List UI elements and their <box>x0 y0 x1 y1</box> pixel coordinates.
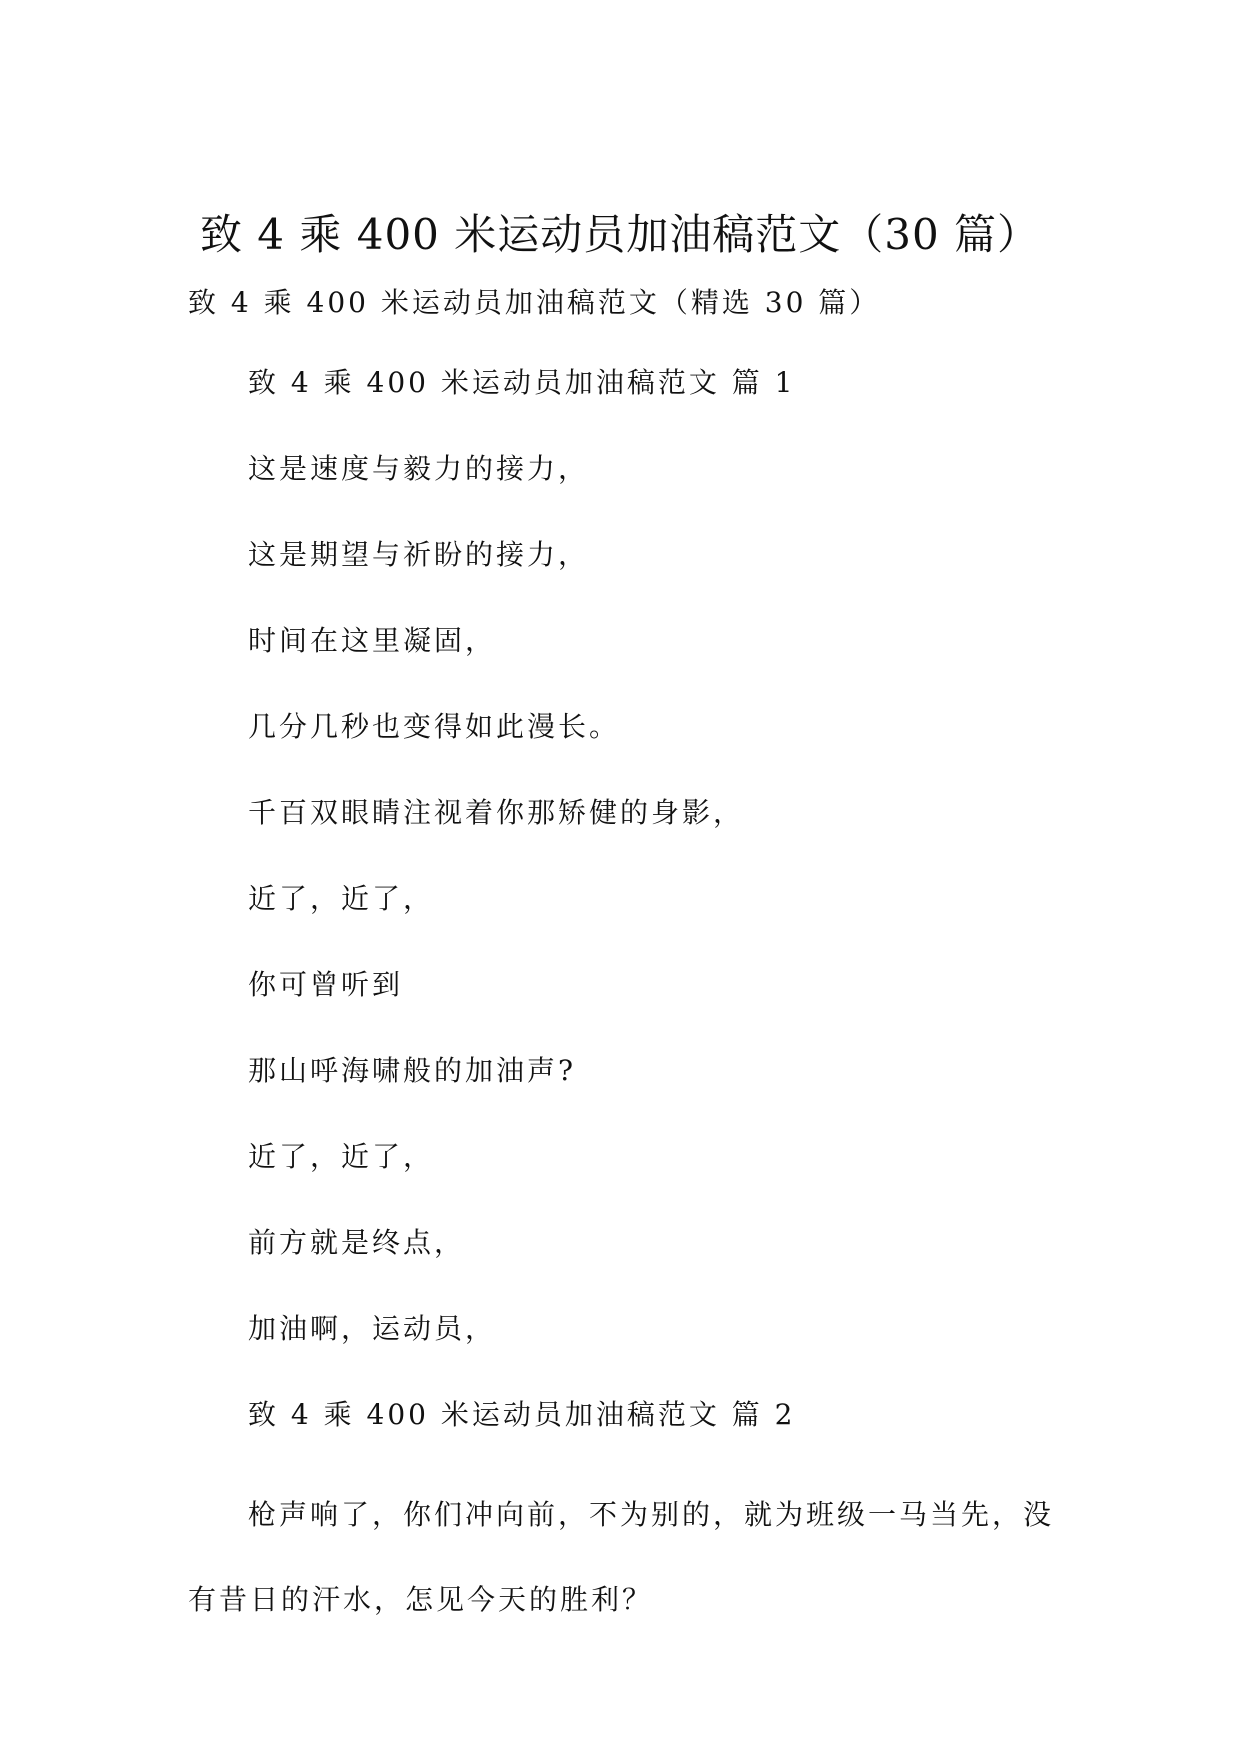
section-heading-1: 致 4 乘 400 米运动员加油稿范文 篇 1 <box>248 366 796 399</box>
section-heading-2: 致 4 乘 400 米运动员加油稿范文 篇 2 <box>248 1398 796 1431</box>
text-line: 时间在这里凝固， <box>248 624 497 657</box>
text-line: 几分几秒也变得如此漫长。 <box>248 710 621 743</box>
document-title: 致 4 乘 400 米运动员加油稿范文（30 篇） <box>199 210 1041 259</box>
document-subtitle: 致 4 乘 400 米运动员加油稿范文（精选 30 篇） <box>188 286 881 319</box>
body-paragraph: 枪声响了，你们冲向前，不为别的，就为班级一马当先，没有昔日的汗水，怎见今天的胜利？ <box>188 1498 1055 1616</box>
text-line: 这是期望与祈盼的接力， <box>248 538 590 571</box>
text-line: 近了，近了， <box>248 1140 435 1173</box>
text-line: 近了，近了， <box>248 882 435 915</box>
text-line: 那山呼海啸般的加油声? <box>248 1054 577 1087</box>
text-line: 加油啊，运动员， <box>248 1312 497 1345</box>
text-line: 千百双眼睛注视着你那矫健的身影， <box>248 796 745 829</box>
text-line: 这是速度与毅力的接力， <box>248 452 590 485</box>
text-line: 前方就是终点， <box>248 1226 466 1259</box>
text-line: 你可曾听到 <box>248 968 404 1001</box>
